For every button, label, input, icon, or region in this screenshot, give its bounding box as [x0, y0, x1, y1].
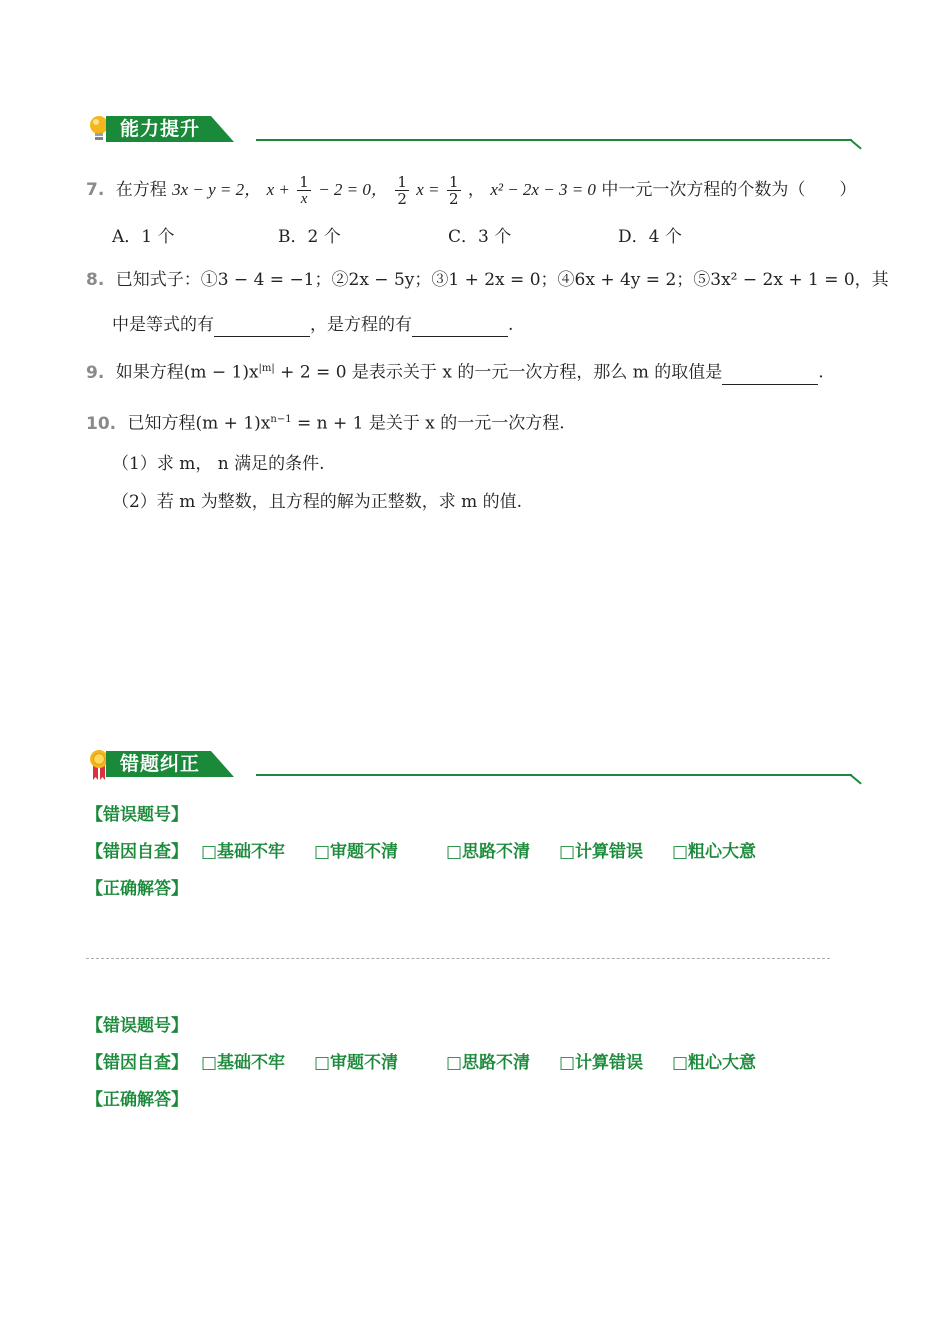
section-header-ability [88, 114, 864, 144]
checkbox-calculation[interactable]: □计算错误 [559, 842, 644, 862]
question-text: = n + 1 是关于 x 的一元一次方程. [291, 413, 565, 434]
checkbox-careless[interactable]: □粗心大意 [672, 1053, 757, 1073]
question-text: 已知式子：①3 − 4 = −1；②2x − 5y；③1 + 2x = 0；④6x + 4y = 2；⑤3x² − 2x + 1 = 0，其 [115, 270, 889, 290]
question-number: 9. [86, 362, 105, 383]
question-text: . [508, 315, 514, 335]
label-wrong-question-no: 【错误题号】 [86, 805, 188, 825]
question-8-line2 [112, 313, 513, 337]
question-text: + 2 = 0 是表示关于 x 的一元一次方程，那么 m 的取值是 [274, 362, 723, 383]
exponent: n−1 [270, 414, 292, 425]
answer-blank[interactable] [214, 318, 310, 337]
equation-2a: x + [266, 180, 290, 199]
question-8 [86, 268, 889, 292]
question-9 [86, 357, 824, 385]
question-tail: 中一元一次方程的个数为（ ） [601, 180, 857, 200]
section-title: 能力提升 [120, 118, 201, 140]
checkbox-calculation[interactable]: □计算错误 [559, 1053, 644, 1073]
answer-blank[interactable] [722, 366, 818, 385]
label-error-cause: 【错因自查】 [86, 842, 188, 862]
section-rule-end [850, 139, 862, 150]
section-rule [256, 139, 852, 141]
section-rule [256, 774, 852, 776]
question-10 [86, 408, 565, 436]
question-text: 已知方程(m + 1)x [127, 413, 271, 434]
question-text: ，是方程的有 [310, 315, 412, 335]
dashed-divider [86, 958, 830, 959]
checkbox-unclear-thinking[interactable]: □思路不清 [446, 842, 531, 862]
question-text: 中是等式的有 [112, 315, 214, 335]
checkbox-misread[interactable]: □审题不清 [314, 1053, 399, 1073]
checkbox-foundation[interactable]: □基础不牢 [201, 1053, 286, 1073]
label-error-cause: 【错因自查】 [86, 1053, 188, 1073]
option-c[interactable]: C．3 个 [448, 227, 512, 247]
question-text: 如果方程(m − 1)x [115, 362, 259, 383]
equation-3b: ， [467, 180, 485, 200]
question-number: 8. [86, 270, 105, 290]
question-10-part-1: （1）求 m， n 满足的条件. [112, 454, 325, 474]
exponent: |m| [258, 363, 275, 374]
equation-2b: − 2 = 0， [318, 180, 388, 199]
equation-1: 3x − y = 2， [172, 180, 262, 199]
question-10-part-2: （2）若 m 为整数，且方程的解为正整数，求 m 的值. [112, 492, 523, 512]
option-a[interactable]: A．1 个 [112, 227, 175, 247]
label-correct-answer: 【正确解答】 [86, 879, 188, 899]
equation-3a: x = [416, 180, 440, 199]
checkbox-misread[interactable]: □审题不清 [314, 842, 399, 862]
equation-4: x² − 2x − 3 = 0 [490, 180, 596, 199]
section-header-correction [88, 749, 864, 779]
section-title: 错题纠正 [120, 753, 201, 775]
checkbox-careless[interactable]: □粗心大意 [672, 842, 757, 862]
option-d[interactable]: D．4 个 [618, 227, 682, 247]
checkbox-foundation[interactable]: □基础不牢 [201, 842, 286, 862]
section-rule-end [850, 774, 862, 785]
option-b[interactable]: B．2 个 [278, 227, 341, 247]
label-correct-answer: 【正确解答】 [86, 1090, 188, 1110]
checkbox-unclear-thinking[interactable]: □思路不清 [446, 1053, 531, 1073]
answer-blank[interactable] [412, 318, 508, 337]
question-text: . [818, 362, 824, 383]
question-number: 10. [86, 413, 117, 434]
fraction-2: $\frac{1}{2}$ [397, 173, 407, 208]
label-wrong-question-no: 【错误题号】 [86, 1016, 188, 1036]
fraction-1: $\frac{1}{x}$ [299, 173, 309, 207]
fraction-3: $\frac{1}{2}$ [448, 173, 459, 208]
question-7 [86, 174, 856, 207]
question-number: 7. [86, 180, 105, 200]
question-lead: 在方程 [115, 180, 167, 200]
